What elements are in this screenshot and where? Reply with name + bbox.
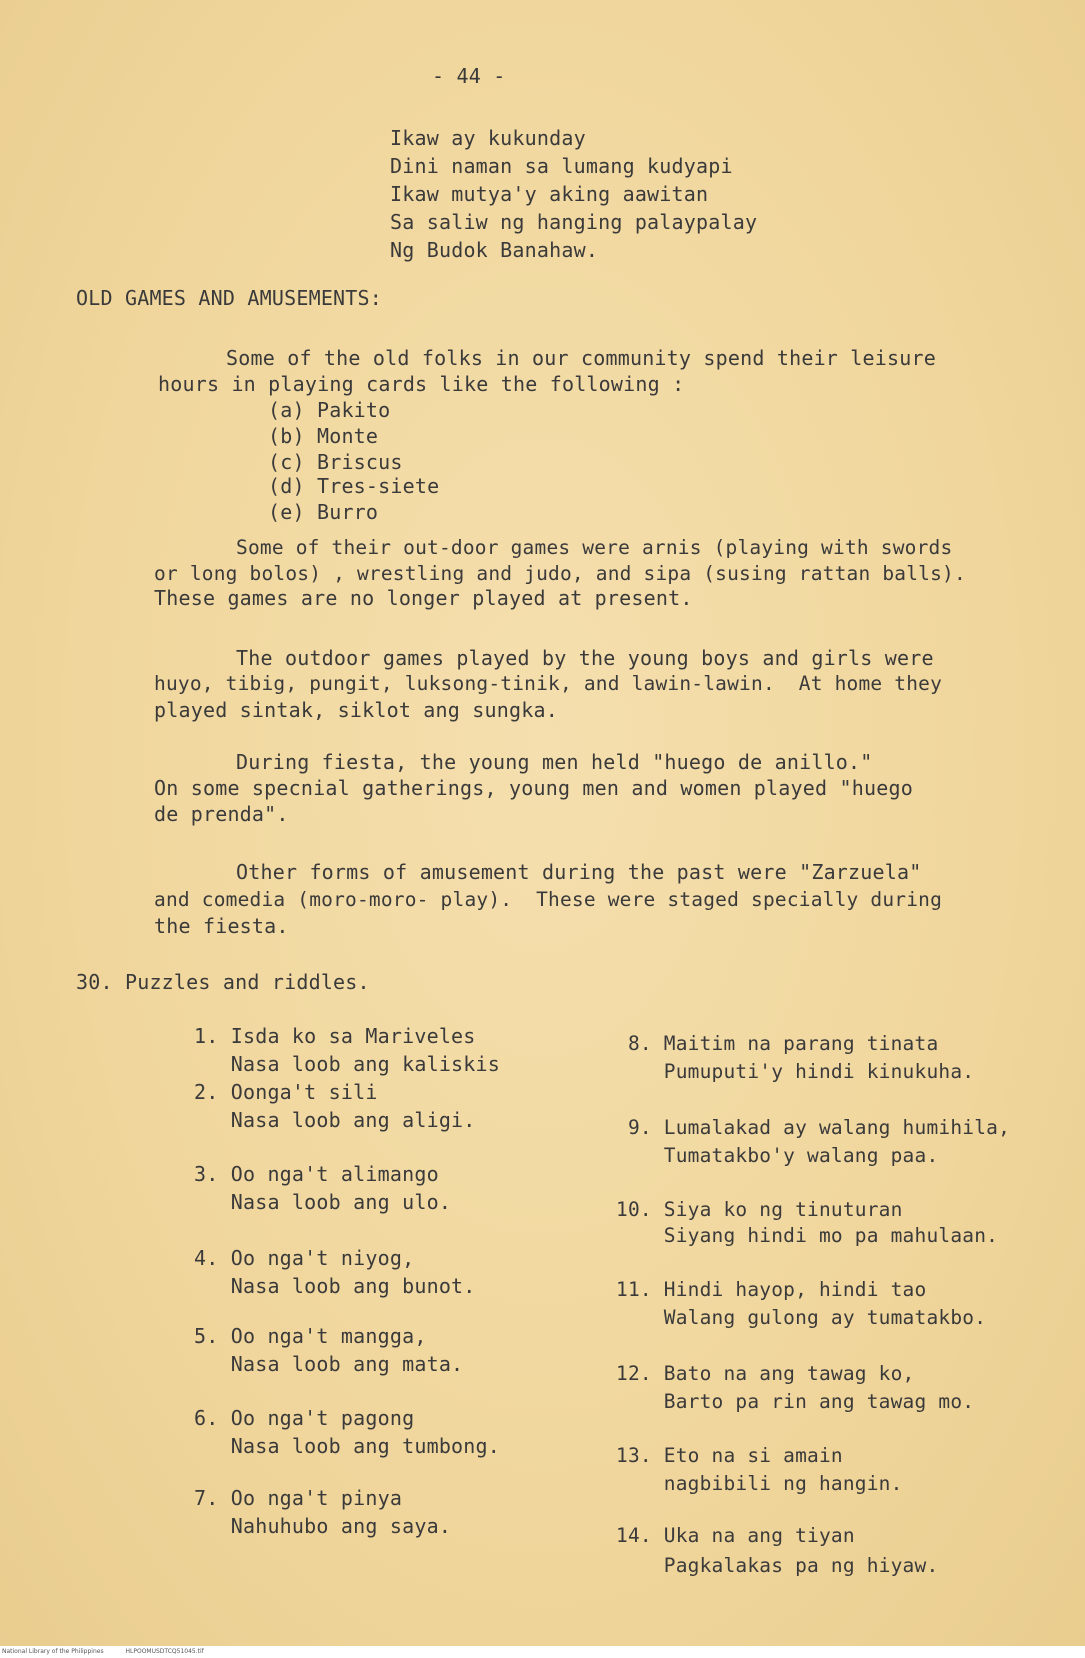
riddle-line: Nasa loob ang kaliskis: [194, 1052, 501, 1076]
poem-line: Ng Budok Banahaw.: [390, 238, 599, 262]
poem-line: Ikaw mutya'y aking aawitan: [390, 182, 709, 206]
riddle-line: 10. Siya ko ng tinuturan: [616, 1198, 903, 1221]
riddle-line: 8. Maitim na parang tinata: [616, 1032, 939, 1055]
riddle-line: nagbibili ng hangin.: [616, 1472, 903, 1495]
riddle-line: Barto pa rin ang tawag mo.: [616, 1390, 975, 1413]
riddle-line: Walang gulong ay tumatakbo.: [616, 1306, 987, 1329]
paragraph-line: de prenda".: [154, 802, 289, 826]
riddle-line: Pagkalakas pa ng hiyaw.: [616, 1554, 939, 1577]
card-game-item: (e) Burro: [268, 500, 379, 524]
riddle-line: Nahuhubo ang saya.: [194, 1514, 452, 1538]
riddle-line: Nasa loob ang tumbong.: [194, 1434, 501, 1458]
card-game-item: (b) Monte: [268, 424, 379, 448]
card-game-item: (a) Pakito: [268, 398, 391, 422]
riddle-line: Pumuputi'y hindi kinukuha.: [616, 1060, 975, 1083]
riddle-line: Nasa loob ang ulo.: [194, 1190, 452, 1214]
riddle-line: 14. Uka na ang tiyan: [616, 1524, 855, 1547]
riddle-line: 2. Oonga't sili: [194, 1080, 378, 1104]
riddle-line: Nasa loob ang bunot.: [194, 1274, 476, 1298]
paragraph-line: or long bolos) , wrestling and judo, and sipa (susing rattan balls).: [154, 562, 966, 585]
riddle-line: Tumatakbo'y walang paa.: [616, 1144, 939, 1167]
riddle-line: Nasa loob ang aligi.: [194, 1108, 476, 1132]
riddle-line: 3. Oo nga't alimango: [194, 1162, 439, 1186]
paragraph-line: the fiesta.: [154, 914, 289, 938]
riddle-line: 1. Isda ko sa Mariveles: [194, 1024, 476, 1048]
riddle-line: 9. Lumalakad ay walang humihila,: [616, 1116, 1011, 1139]
paragraph-line: Some of their out-door games were arnis (playing with swords: [236, 536, 953, 559]
page-number: - 44 -: [432, 64, 506, 88]
paragraph-line: huyo, tibig, pungit, luksong-tinik, and lawin-lawin. At home they: [154, 672, 943, 695]
paragraph-line: Some of the old folks in our community spend their leisure: [226, 346, 936, 370]
paragraph-line: During fiesta, the young men held "huego de anillo.": [236, 750, 873, 774]
riddle-line: Siyang hindi mo pa mahulaan.: [616, 1224, 999, 1247]
riddle-line: 6. Oo nga't pagong: [194, 1406, 415, 1430]
riddle-line: 11. Hindi hayop, hindi tao: [616, 1278, 927, 1301]
riddle-line: 5. Oo nga't mangga,: [194, 1324, 427, 1348]
section-heading: OLD GAMES AND AMUSEMENTS:: [76, 286, 383, 310]
poem-line: Ikaw ay kukunday: [390, 126, 586, 150]
poem-line: Dini naman sa lumang kudyapi: [390, 154, 733, 178]
paragraph-line: and comedia (moro-moro- play). These were staged specially during: [154, 888, 943, 911]
poem-line: Sa saliw ng hanging palaypalay: [390, 210, 758, 234]
riddle-line: 13. Eto na si amain: [616, 1444, 843, 1467]
riddle-line: Nasa loob ang mata.: [194, 1352, 464, 1376]
paragraph-line: The outdoor games played by the young boys and girls were: [236, 646, 934, 670]
riddle-line: 4. Oo nga't niyog,: [194, 1246, 415, 1270]
riddle-line: 7. Oo nga't pinya: [194, 1486, 403, 1510]
riddle-line: 12. Bato na ang tawag ko,: [616, 1362, 915, 1385]
card-game-item: (d) Tres-siete: [268, 474, 440, 498]
paragraph-line: played sintak, siklot ang sungka.: [154, 698, 558, 722]
paragraph-line: hours in playing cards like the following :: [158, 372, 685, 396]
paragraph-line: These games are no longer played at present.: [154, 586, 693, 610]
paragraph-line: Other forms of amusement during the past were "Zarzuela": [236, 860, 922, 884]
riddles-heading: 30. Puzzles and riddles.: [76, 970, 370, 994]
footer-library: National Library of the Philippines: [2, 1648, 104, 1655]
card-game-item: (c) Briscus: [268, 450, 403, 474]
paragraph-line: On some specnial gatherings, young men and women played "huego: [154, 776, 913, 800]
scan-footer: [0, 1646, 1085, 1658]
footer-filename: HLPOOMUSDTCQ51045.tif: [125, 1648, 204, 1655]
